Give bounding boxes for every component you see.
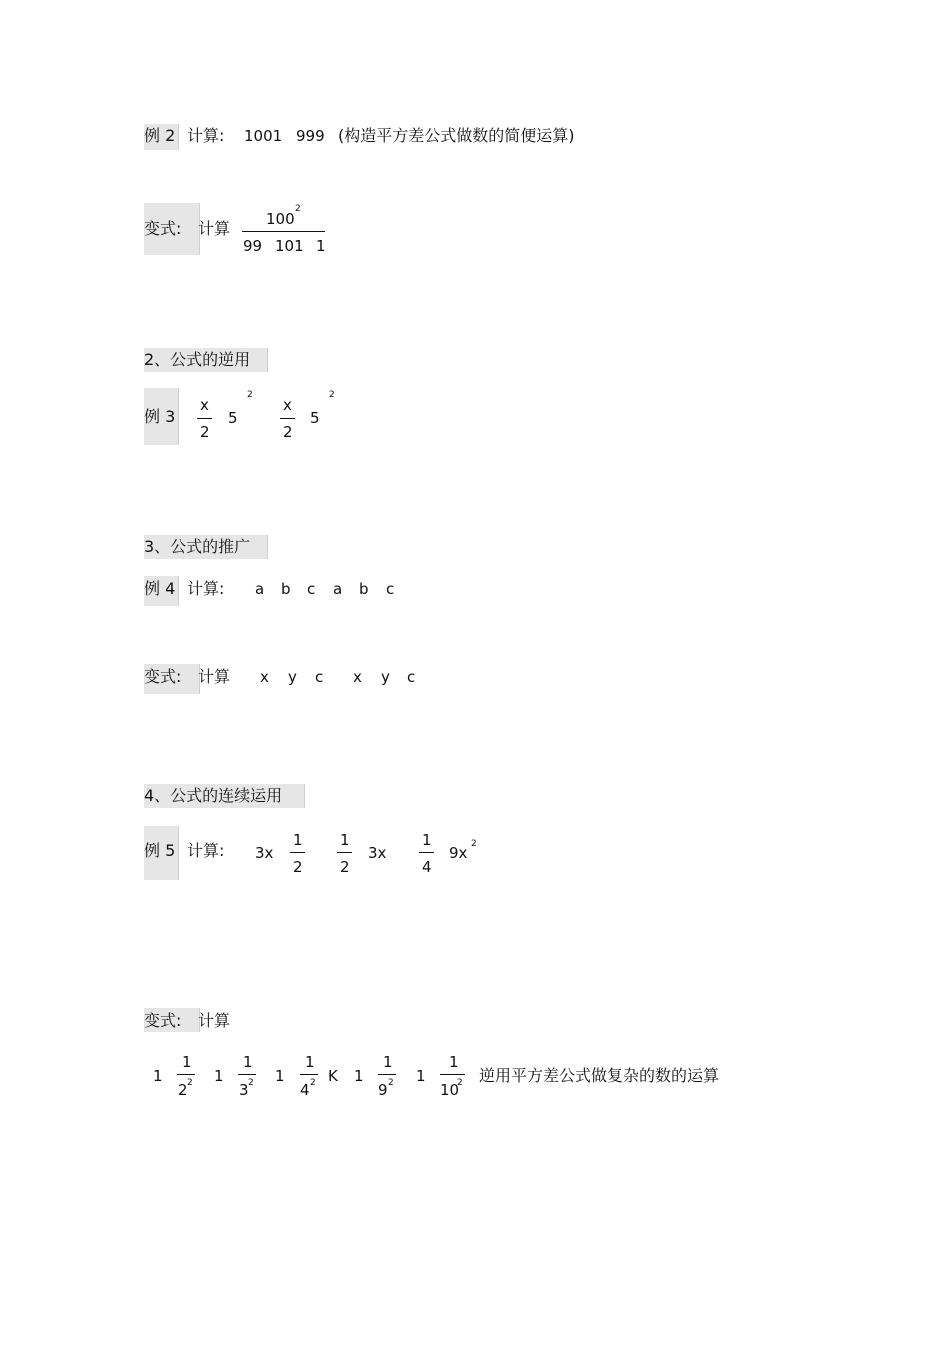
product-factor-exponent: 2 <box>248 1078 254 1088</box>
example-5-fraction-1-denominator: 2 <box>293 858 303 876</box>
example-5-prefix: 计算: <box>187 841 225 860</box>
example-2-operand-a: 1001 <box>244 127 283 145</box>
example-3-denominator-2: 2 <box>283 423 293 441</box>
fraction-bar <box>337 852 352 853</box>
variant-2-term: y <box>288 668 297 686</box>
fraction-bar <box>177 1074 195 1075</box>
variant-2-term: x <box>353 668 362 686</box>
product-ellipsis: K <box>328 1067 338 1085</box>
example-3-five-2: 5 <box>310 409 320 427</box>
example-5-fraction-3-numerator: 1 <box>422 831 432 849</box>
example-2-label: 例 2 <box>144 126 176 145</box>
example-3-exponent-1: 2 <box>247 390 253 400</box>
product-factor-exponent: 2 <box>310 1078 316 1088</box>
variant-1-denominator-1: 99 <box>243 237 263 255</box>
fraction-bar <box>290 852 305 853</box>
variant-2-term: c <box>407 668 416 686</box>
variant-3-note: 逆用平方差公式做复杂的数的运算 <box>479 1066 720 1085</box>
example-5-term-3: 9x <box>449 844 468 862</box>
variant-2-label: 变式: <box>144 667 182 686</box>
variant-2-term: x <box>260 668 269 686</box>
variant-1-numerator: 100 <box>266 210 295 228</box>
variant-3-prefix: 计算 <box>198 1011 231 1030</box>
product-factor-one: 1 <box>354 1067 364 1085</box>
section-3-title: 3、公式的推广 <box>144 537 251 556</box>
product-factor-base: 3 <box>239 1081 249 1099</box>
product-factor-one: 1 <box>275 1067 285 1085</box>
product-factor-base: 4 <box>300 1081 310 1099</box>
example-3-x-2: x <box>283 396 292 414</box>
example-5-fraction-1-numerator: 1 <box>293 831 303 849</box>
product-factor-one: 1 <box>153 1067 163 1085</box>
example-3-exponent-2: 2 <box>329 390 335 400</box>
fraction-bar <box>378 1074 396 1075</box>
product-factor-exponent: 2 <box>457 1078 463 1088</box>
example-4-term: b <box>281 580 291 598</box>
example-3-x-1: x <box>200 396 209 414</box>
fraction-bar <box>238 1074 256 1075</box>
product-factor-numerator: 1 <box>243 1053 253 1071</box>
example-4-prefix: 计算: <box>187 579 225 598</box>
product-factor-base: 9 <box>378 1081 388 1099</box>
example-5-label: 例 5 <box>144 841 176 860</box>
example-5-term-2: 3x <box>368 844 387 862</box>
fraction-bar <box>197 418 212 419</box>
example-5-term-3-exponent: 2 <box>471 839 477 849</box>
product-factor-exponent: 2 <box>187 1078 193 1088</box>
variant-1-label: 变式: <box>144 219 182 238</box>
example-3-five-1: 5 <box>228 409 238 427</box>
variant-3-label: 变式: <box>144 1011 182 1030</box>
example-4-term: c <box>386 580 395 598</box>
product-factor-exponent: 2 <box>388 1078 394 1088</box>
section-4-title: 4、公式的连续运用 <box>144 786 283 805</box>
fraction-bar <box>300 1074 318 1075</box>
fraction-bar <box>419 852 434 853</box>
example-5-fraction-2-denominator: 2 <box>340 858 350 876</box>
example-5-term-1: 3x <box>255 844 274 862</box>
product-factor-one: 1 <box>416 1067 426 1085</box>
example-4-term: a <box>333 580 343 598</box>
example-4-term: c <box>307 580 316 598</box>
variant-2-prefix: 计算 <box>198 667 231 686</box>
variant-1-prefix: 计算 <box>198 219 231 238</box>
fraction-bar <box>280 418 295 419</box>
variant-1-denominator-3: 1 <box>316 237 326 255</box>
variant-1-numerator-exponent: 2 <box>295 204 301 214</box>
fraction-bar <box>440 1074 465 1075</box>
fraction-bar <box>242 231 325 232</box>
example-2-operand-b: 999 <box>296 127 325 145</box>
example-3-denominator-1: 2 <box>200 423 210 441</box>
example-3-label: 例 3 <box>144 407 176 426</box>
example-2-note: (构造平方差公式做数的简便运算) <box>338 126 575 145</box>
example-5-fraction-3-denominator: 4 <box>422 858 432 876</box>
product-factor-base: 10 <box>440 1081 460 1099</box>
product-factor-numerator: 1 <box>383 1053 393 1071</box>
example-2-prefix: 计算: <box>187 126 225 145</box>
example-4-term: b <box>359 580 369 598</box>
variant-2-term: y <box>381 668 390 686</box>
example-4-term: a <box>255 580 265 598</box>
section-2-title: 2、公式的逆用 <box>144 350 251 369</box>
product-factor-numerator: 1 <box>305 1053 315 1071</box>
example-5-fraction-2-numerator: 1 <box>340 831 350 849</box>
variant-1-denominator-2: 101 <box>275 237 304 255</box>
product-factor-numerator: 1 <box>449 1053 459 1071</box>
product-factor-numerator: 1 <box>182 1053 192 1071</box>
variant-2-term: c <box>315 668 324 686</box>
product-factor-one: 1 <box>214 1067 224 1085</box>
product-factor-base: 2 <box>178 1081 188 1099</box>
example-4-label: 例 4 <box>144 579 176 598</box>
